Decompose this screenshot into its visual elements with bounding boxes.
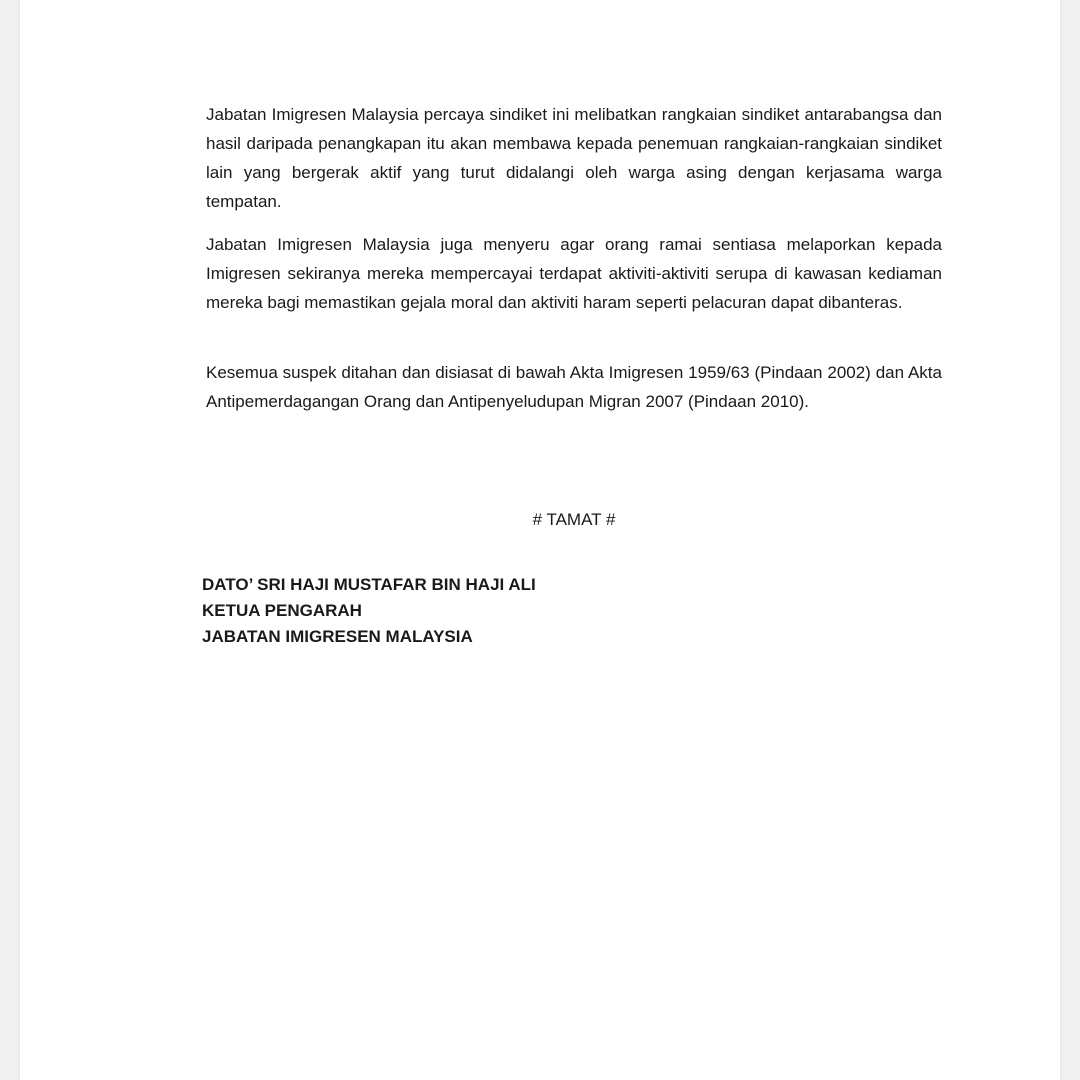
paragraph-legal-acts: Kesemua suspek ditahan dan disiasat di bawah Akta Imigresen 1959/63 (Pindaan 2002) dan Akta Antipemerdagangan Orang dan Antipenyeludupan Migran 2007 (Pindaan 2010).: [206, 363, 942, 411]
signatory-department: JABATAN IMIGRESEN MALAYSIA: [202, 627, 473, 646]
end-marker: # TAMAT #: [532, 510, 616, 529]
paragraph-syndicate-network: Jabatan Imigresen Malaysia percaya sindiket ini melibatkan rangkaian sindiket antarabangsa dan hasil daripada penangkapan itu akan membawa kepada penemuan rangkaian-rangkaian sindiket lain yang bergerak aktif yang turut didalangi oleh warga asing dengan kerjasama warga tempatan.: [206, 105, 942, 211]
signature-block: [202, 572, 536, 650]
document-page: [20, 0, 1060, 1080]
paragraph-public-appeal: Jabatan Imigresen Malaysia juga menyeru agar orang ramai sentiasa melaporkan kepada Imigresen sekiranya mereka mempercayai terdapat aktiviti-aktiviti serupa di kawasan kediaman mereka bagi memastikan gejala moral dan aktiviti haram seperti pelacuran dapat dibanteras.: [206, 235, 942, 312]
signatory-title: KETUA PENGARAH: [202, 601, 362, 620]
signatory-name: DATO’ SRI HAJI MUSTAFAR BIN HAJI ALI: [202, 575, 536, 594]
